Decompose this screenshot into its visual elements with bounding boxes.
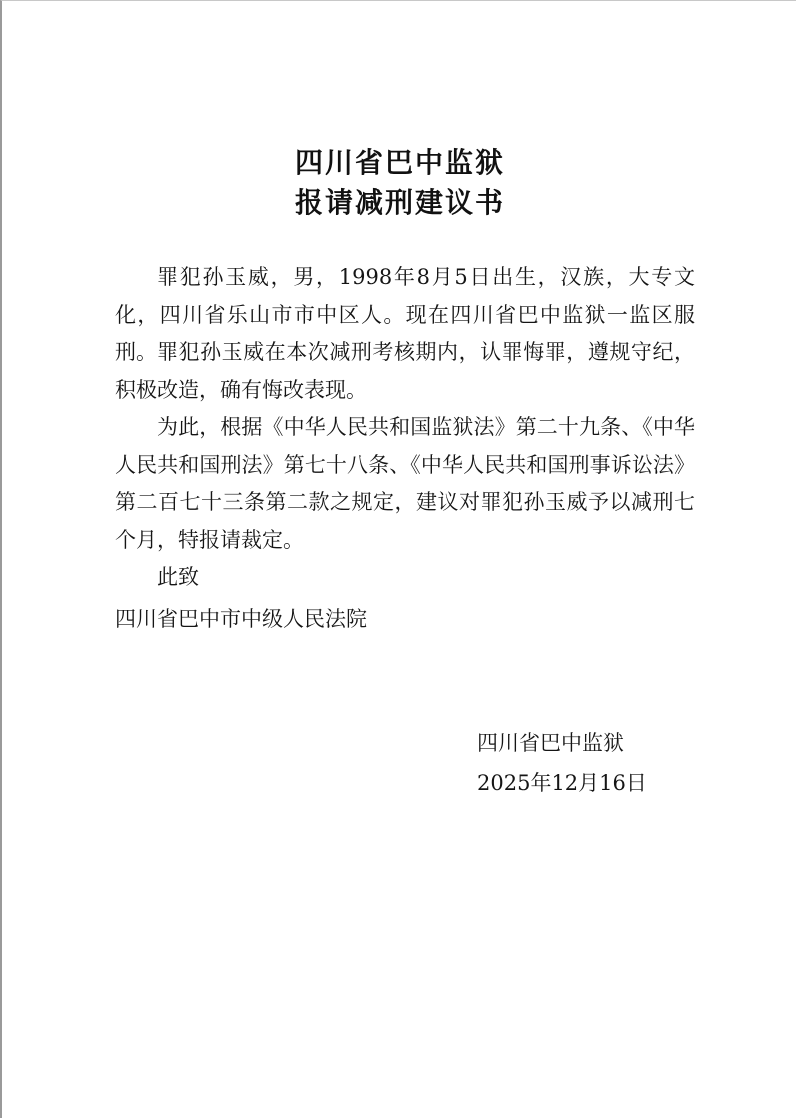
- paragraph-behavior: 罪犯孙玉威在本次减刑考核期内，认罪悔罪，遵规守纪，积极改造，确有悔改表现。: [115, 340, 695, 402]
- signature-date: 2025年12月16日: [477, 771, 647, 795]
- document-title-line-2: 报请减刑建议书: [294, 186, 505, 219]
- signature-organization: 四川省巴中监狱: [477, 731, 624, 755]
- paragraph-legal-basis: 为此，根据《中华人民共和国监狱法》第二十九条、《中华人民共和国刑法》第七十八条、《中华人民共和国刑事诉讼法》第二百七十三条第二款之规定，建议对罪犯孙玉威予以减刑七个月，特报请裁定。: [115, 415, 695, 552]
- closing-salutation: 此致: [157, 565, 199, 589]
- document-title-line-1: 四川省巴中监狱: [294, 146, 505, 179]
- paragraph-criminal-info: 罪犯孙玉威，男，1998年8月5日出生，汉族，大专文化，四川省乐山市市中区人。现在四川省巴中监狱一监区服刑。: [115, 265, 695, 364]
- addressee: 四川省巴中市中级人民法院: [115, 607, 367, 631]
